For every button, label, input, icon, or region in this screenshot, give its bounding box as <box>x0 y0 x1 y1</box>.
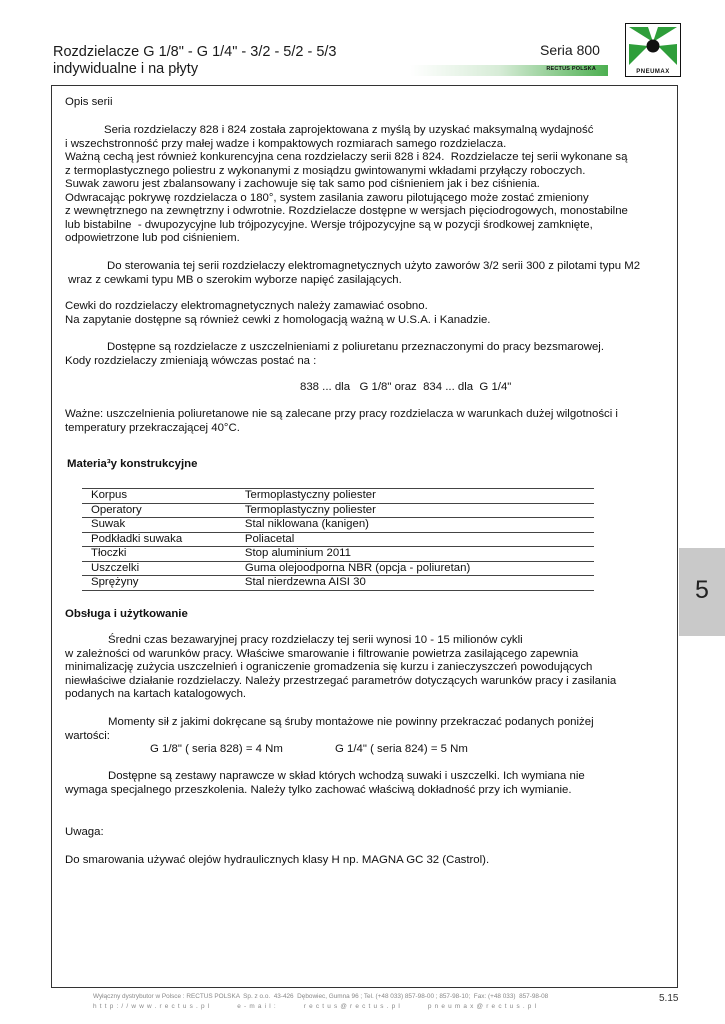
lubrication-note: Do smarowania używać olejów hydraulicznych klasy H np. MAGNA GC 32 (Castrol). <box>65 854 490 866</box>
table-row <box>82 532 594 547</box>
text-line: odpowietrzone lub pod ciśnieniem. <box>65 232 240 244</box>
materials-table <box>82 488 594 591</box>
pneumax-logo <box>625 23 681 77</box>
text-line: Dostępne są rozdzielacze z uszczelnieniami z poliuretanu przeznaczonymi do pracy bezsmarowej. <box>107 341 604 353</box>
materials-heading: Materia³y konstrukcyjne <box>67 458 198 470</box>
series-label: Seria 800 <box>540 42 600 58</box>
pneumax-logo-icon <box>626 24 680 68</box>
chapter-number: 5 <box>695 576 709 604</box>
text-line: w zależności od warunków pracy. Właściwe smarowanie i filtrowanie powietrza zasilającego zapewnia <box>65 647 579 660</box>
text-line: z termoplastycznego poliestru z wykonanymi z mosiądzu gwintowanymi wkładami przyłączy roboczych. <box>65 164 586 177</box>
material-value: Stal nierdzewna AISI 30 <box>235 576 594 591</box>
chapter-tab <box>679 548 725 636</box>
obsluga-heading: Obsługa i użytkowanie <box>65 608 188 620</box>
torque-value-828: G 1/8" ( seria 828) = 4 Nm <box>150 743 283 755</box>
text-line: Kody rozdzielaczy zmieniają wówczas postać na : <box>65 354 317 367</box>
header-bar-label: RECTUS POLSKA <box>546 66 596 72</box>
material-value: Guma olejoodporna NBR (opcja - poliuretan) <box>235 561 594 576</box>
table-row <box>82 518 594 533</box>
material-part: Podkładki suwaka <box>82 532 235 547</box>
material-value: Termoplastyczny poliester <box>235 503 594 518</box>
material-value: Stal niklowana (kanigen) <box>235 518 594 533</box>
text-line: Średni czas bezawaryjnej pracy rozdzielaczy tej serii wynosi 10 - 15 milionów cykli <box>108 634 523 646</box>
text-line: Suwak zaworu jest zbalansowany i zachowuje się tak samo pod ciśnieniem jak i bez ciśnienia. <box>65 178 540 190</box>
table-row <box>82 489 594 504</box>
material-value: Termoplastyczny poliester <box>235 489 594 504</box>
text-line: Odwracając pokrywę rozdzielacza o 180°, system zasilania zaworu pilotującego może zostać zmieniony <box>65 191 589 204</box>
text-line: wartości: <box>65 729 110 742</box>
text-line: wymaga specjalnego przeszkolenia. Należy tylko zachować właściwą dokładność przy ich wymianie. <box>65 783 572 796</box>
text-line: podanych na kartach katalogowych. <box>65 688 247 700</box>
logo-text: PNEUMAX <box>636 69 670 75</box>
text-line: Na zapytanie dostępne są również cewki z homologacją ważną w U.S.A. i Kanadzie. <box>65 313 491 326</box>
material-part: Sprężyny <box>82 576 235 591</box>
material-part: Operatory <box>82 503 235 518</box>
text-line: Seria rozdzielaczy 828 i 824 została zaprojektowana z myślą by uzyskać maksymalną wydajność <box>104 124 594 136</box>
table-row <box>82 547 594 562</box>
text-line: Ważne: uszczelnienia poliuretanowe nie są zalecane przy pracy rozdzielacza w warunkach dużej wilgotności i <box>65 408 618 420</box>
title-line-1: Rozdzielacze G 1/8" - G 1/4" - 3/2 - 5/2 - 5/3 <box>53 44 337 60</box>
page-title <box>53 44 337 78</box>
header-gradient-bar <box>410 65 608 76</box>
material-value: Poliacetal <box>235 532 594 547</box>
text-line: Ważną cechą jest również konkurencyjna cena rozdzielaczy serii 828 i 824. Rozdzielacze tej serii wykonane są <box>65 151 628 163</box>
text-line: Cewki do rozdzielaczy elektromagnetycznych należy zamawiać osobno. <box>65 300 428 312</box>
table-row <box>82 576 594 591</box>
text-line: i wszechstronność przy małej wadze i kompaktowych rozmiarach samego rozdzielacza. <box>65 137 507 150</box>
material-value: Stop aluminium 2011 <box>235 547 594 562</box>
torque-value-824: G 1/4" ( seria 824) = 5 Nm <box>335 743 468 755</box>
text-line: Dostępne są zestawy naprawcze w skład których wchodzą suwaki i uszczelki. Ich wymiana nie <box>108 770 585 782</box>
table-row <box>82 561 594 576</box>
text-line: wraz z cewkami typu MB o szerokim wyborze napięć zasilających. <box>65 273 402 286</box>
opis-heading: Opis serii <box>65 96 113 108</box>
uwaga-label: Uwaga: <box>65 826 104 838</box>
text-line: niewłaściwe działanie rozdzielaczy. Należy przestrzegać parametrów dotyczących warunków pracy i zasilania <box>65 674 617 687</box>
codes-line: 838 ... dla G 1/8" oraz 834 ... dla G 1/4" <box>300 381 512 393</box>
material-part: Tłoczki <box>82 547 235 562</box>
text-line: lub bistabilne - dwupozycyjne lub trójpozycyjne. Wersje trójpozycyjne są w pozycji środkowej zamknięte, <box>65 218 593 231</box>
footer-contacts: http://www.rectus.pl e-mail: rectus@rectus.pl pneumax@rectus.pl <box>93 1003 540 1010</box>
title-line-2: indywidualne i na płyty <box>53 61 199 77</box>
text-line: temperatury przekraczającej 40°C. <box>65 421 240 434</box>
footer-distributor: Wyłączny dystrybutor w Polsce : RECTUS POLSKA Sp. z o.o. 43-426 Dębowiec, Gumna 96 ; Tel. (+48 033) 857-98-00 ; 857-98-10; Fax: (+48 033) 857-98-08 <box>93 993 549 1000</box>
table-row <box>82 503 594 518</box>
text-line: Momenty sił z jakimi dokręcane są śruby montażowe nie powinny przekraczać podanych poniżej <box>108 716 594 728</box>
text-line: Do sterowania tej serii rozdzielaczy elektromagnetycznych użyto zaworów 3/2 serii 300 z pilotami typu M2 <box>107 260 641 272</box>
page-number: 5.15 <box>659 993 679 1004</box>
material-part: Korpus <box>82 489 235 504</box>
material-part: Suwak <box>82 518 235 533</box>
text-line: minimalizację zużycia uszczelnień i ograniczenie gromadzenia się kurzu i zanieczyszczeń powodujących <box>65 661 593 673</box>
material-part: Uszczelki <box>82 561 235 576</box>
text-line: z wewnętrznego na zewnętrzny i odwrotnie. Rozdzielacze dostępne w wersjach pięciodrogowych, monostabilne <box>65 205 628 217</box>
